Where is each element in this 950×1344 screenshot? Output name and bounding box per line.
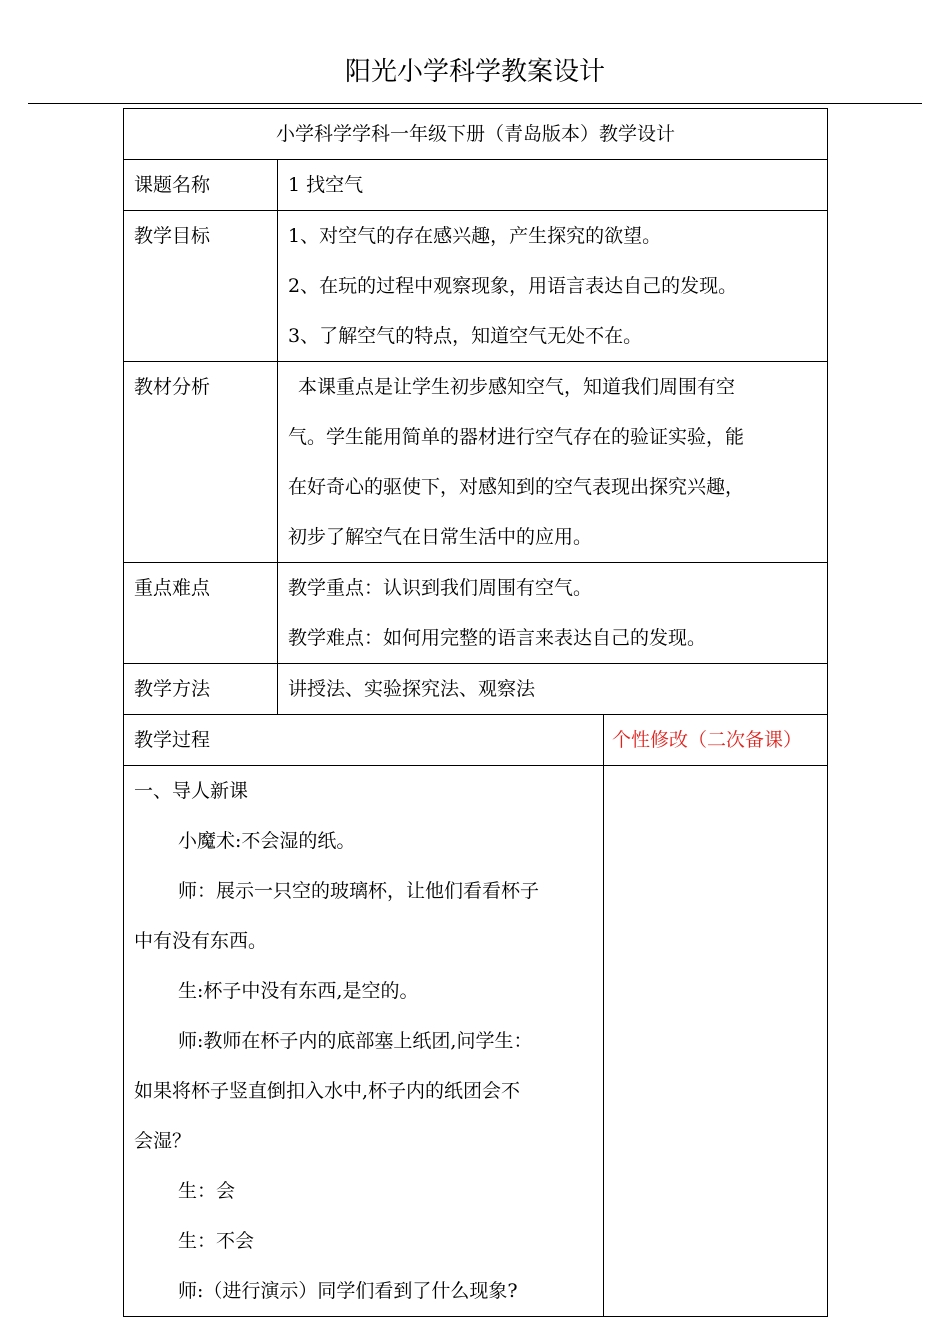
content-line: 气。学生能用简单的器材进行空气存在的验证实验，能	[288, 426, 745, 448]
content-line: 讲授法、实验探究法、观察法	[288, 678, 536, 700]
row-label-objectives: 教学目标	[124, 211, 278, 362]
lesson-plan-table	[123, 108, 828, 1317]
row-content-key-points	[278, 563, 828, 664]
row-content-topic	[278, 160, 828, 211]
process-line: 一、导人新课	[134, 780, 249, 802]
process-line: 中有没有东西。	[134, 930, 268, 952]
table-row-analysis	[124, 362, 828, 563]
process-line: 小魔术:不会湿的纸。	[178, 830, 356, 852]
row-content-objectives	[278, 211, 828, 362]
row-label-analysis: 教材分析	[124, 362, 278, 563]
revision-content	[604, 766, 828, 1317]
content-line: 本课重点是让学生初步感知空气，知道我们周围有空	[298, 376, 736, 398]
table-row-process-body	[124, 766, 828, 1317]
table-row-objectives	[124, 211, 828, 362]
row-label-key-points: 重点难点	[124, 563, 278, 664]
process-line: 师:（进行演示）同学们看到了什么现象?	[178, 1280, 518, 1302]
row-label-methods: 教学方法	[124, 664, 278, 715]
row-content-analysis	[278, 362, 828, 563]
process-line: 师:教师在杯子内的底部塞上纸团,问学生：	[178, 1030, 533, 1052]
table-title: 小学科学学科一年级下册（青岛版本）教学设计	[124, 109, 828, 160]
page-title: 阳光小学科学教案设计	[344, 57, 605, 87]
content-line: 2、在玩的过程中观察现象，用语言表达自己的发现。	[288, 275, 738, 297]
content-line: 1 找空气	[288, 174, 364, 196]
content-line: 教学难点：如何用完整的语言来表达自己的发现。	[288, 627, 707, 649]
process-header: 教学过程	[124, 715, 604, 766]
process-line: 师：展示一只空的玻璃杯，让他们看看杯子	[178, 880, 540, 902]
content-line: 在好奇心的驱使下，对感知到的空气表现出探究兴趣，	[288, 476, 745, 498]
process-line: 生：会	[178, 1180, 236, 1202]
table-row-process-header	[124, 715, 828, 766]
content-line: 教学重点：认识到我们周围有空气。	[288, 577, 593, 599]
process-line: 生：不会	[178, 1230, 255, 1252]
content-line: 3、了解空气的特点，知道空气无处不在。	[288, 325, 643, 347]
process-line: 生:杯子中没有东西,是空的。	[178, 980, 419, 1002]
process-line: 会湿？	[134, 1130, 192, 1152]
table-title-row	[124, 109, 828, 160]
process-line: 如果将杯子竖直倒扣入水中,杯子内的纸团会不	[134, 1080, 521, 1102]
process-content	[124, 766, 604, 1317]
content-line: 1、对空气的存在感兴趣，产生探究的欲望。	[288, 225, 662, 247]
row-content-methods	[278, 664, 828, 715]
table-row-methods	[124, 664, 828, 715]
content-line: 初步了解空气在日常生活中的应用。	[288, 526, 593, 548]
revision-header: 个性修改（二次备课）	[604, 715, 828, 766]
table-row-key-points	[124, 563, 828, 664]
header-divider	[28, 103, 922, 104]
table-row-topic	[124, 160, 828, 211]
row-label-topic: 课题名称	[124, 160, 278, 211]
